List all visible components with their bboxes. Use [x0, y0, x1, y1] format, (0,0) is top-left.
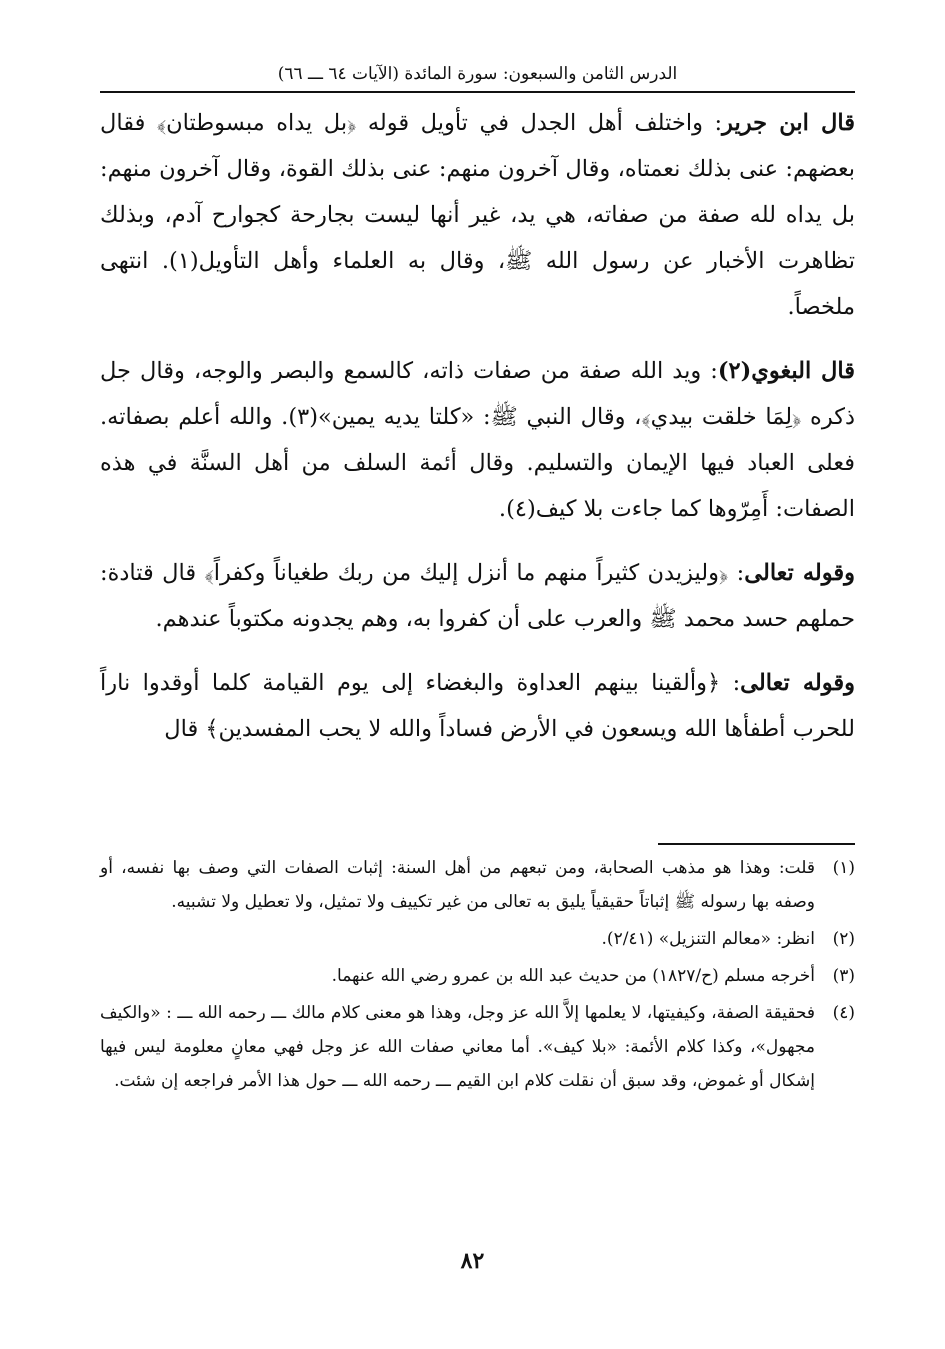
footnote-text: انظر: «معالم التنزيل» (٢/٤١). — [601, 929, 815, 949]
footnote-4 — [100, 996, 855, 1098]
footnote-number: (١) — [832, 858, 855, 878]
paragraph-lead: وقوله تعالى — [740, 670, 856, 696]
paragraph-body: : ﴿وألقينا بينهم العداوة والبغضاء إلى يوم القيامة كلما أوقدوا ناراً للحرب أطفأها الله ويسعون في الأرض فساداً والله لا يحب المفسدين﴾ قال — [100, 670, 855, 742]
page-number: ٨٢ — [460, 1248, 485, 1274]
footnote-1 — [100, 851, 855, 919]
paragraph-lead: قال ابن جرير — [722, 110, 855, 136]
footnote-number: (٢) — [832, 929, 855, 949]
footnote-text: قلت: وهذا هو مذهب الصحابة، ومن تبعهم من أهل السنة: إثبات الصفات التي وصف بها نفسه، أو وصفه بها رسوله ﷺ إثباتاً حقيقياً يليق به تعالى من غير تكييف ولا تمثيل، ولا تعطيل ولا تشبيه. — [100, 858, 815, 912]
paragraph-lead: وقوله تعالى — [744, 560, 855, 586]
paragraph-body: : ﴿وليزيدن كثيراً منهم ما أنزل إليك من ربك طغياناً وكفراً﴾ قال قتادة: حملهم حسد محمد ﷺ والعرب على أن كفروا به، وهم يجدونه مكتوباً عندهم. — [100, 560, 855, 632]
footnote-rule — [658, 843, 855, 845]
paragraph-lead: قال البغوي(٢) — [717, 358, 855, 384]
paragraph-verse-adawah — [100, 660, 855, 752]
paragraph-verse-tughyan — [100, 550, 855, 642]
paragraph-body: : ويد الله صفة من صفات ذاته، كالسمع والبصر والوجه، وقال جل ذكره ﴿لِمَا خلقت بيدي﴾، وقال النبي ﷺ: «كلتا يديه يمين»(٣). والله أعلم بصفاته. فعلى العباد فيها الإيمان والتسليم. وقال أئمة السلف من أهل السنَّة في هذه الصفات: أَمِرّوها كما جاءت بلا كيف(٤). — [100, 358, 855, 522]
footnote-3 — [100, 959, 855, 993]
paragraph-body: : واختلف أهل الجدل في تأويل قوله ﴿بل يداه مبسوطتان﴾ فقال بعضهم: عنى بذلك نعمتاه، وقال آخرون منهم: عنى بذلك القوة، وقال آخرون منهم: بل يداه لله صفة من صفاته، هي يد، غير أنها ليست بجارحة كجوارح آدم، وبذلك تظاهرت الأخبار عن رسول الله ﷺ، وقال به العلماء وأهل التأويل(١). انتهى ملخصاً. — [100, 110, 855, 320]
footnote-number: (٣) — [832, 966, 855, 986]
paragraph-baghawi — [100, 348, 855, 532]
footnote-text: أخرجه مسلم (ح/١٨٢٧) من حديث عبد الله بن عمرو رضي الله عنهما. — [331, 966, 815, 986]
footnote-text: فحقيقة الصفة، وكيفيتها، لا يعلمها إلاَّ الله عز وجل، وهذا هو معنى كلام مالك ـــ رحمه الله ـــ : «والكيف مجهول»، وكذا كلام الأئمة: «بلا كيف». أما معاني صفات الله عز وجل فهي معانٍ معلومة ليس فيها إشكال أو غموض، وقد سبق أن نقلت كلام ابن القيم ـــ رحمه الله ـــ حول هذا الأمر فراجعه إن شئت. — [100, 1003, 815, 1091]
running-header: الدرس الثامن والسبعون: سورة المائدة (الآيات ٦٤ ـــ ٦٦) — [277, 64, 678, 84]
main-text — [100, 100, 855, 752]
footnote-2 — [100, 922, 855, 956]
footnote-number: (٤) — [832, 1003, 855, 1023]
header-rule — [100, 91, 855, 93]
footnotes — [100, 851, 855, 1098]
paragraph-ibn-jarir — [100, 100, 855, 330]
